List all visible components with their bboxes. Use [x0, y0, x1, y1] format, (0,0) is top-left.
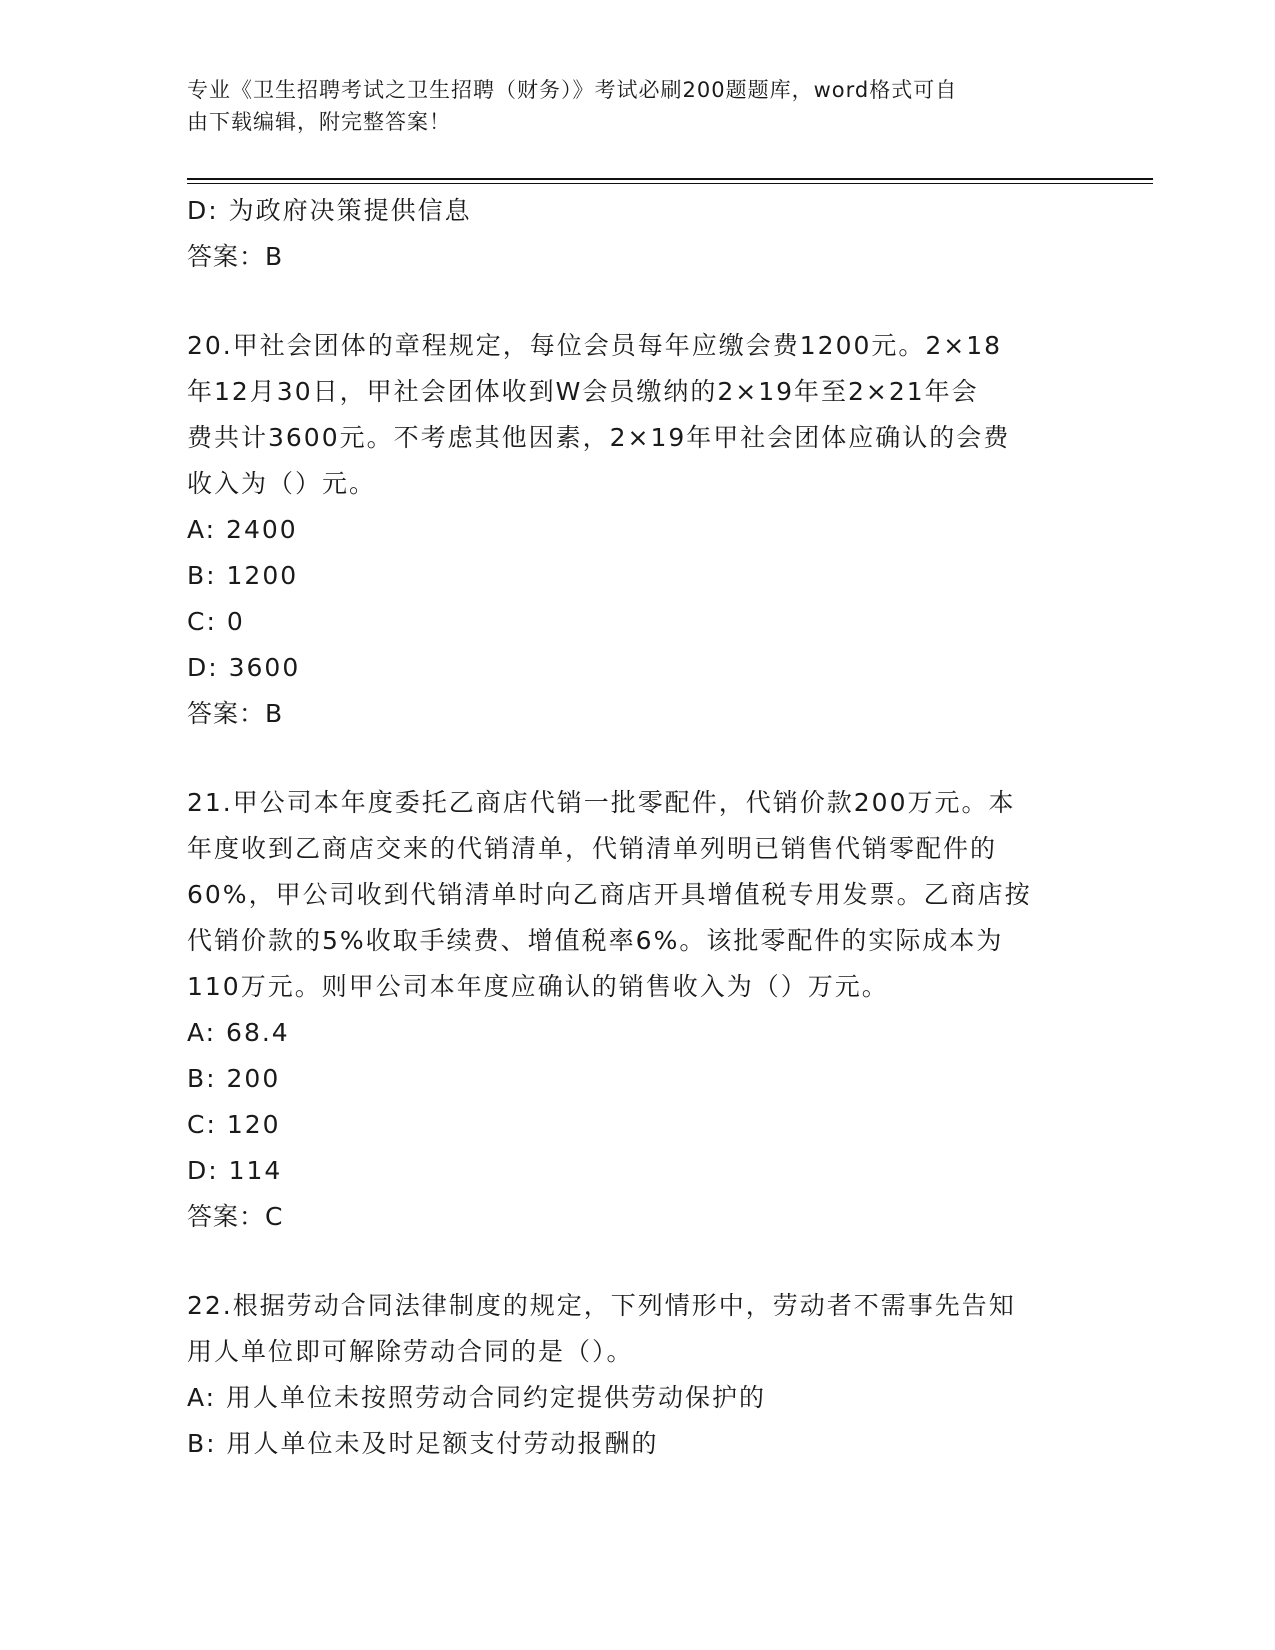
header-line-2: 由下载编辑，附完整答案！	[187, 110, 451, 134]
q21-stem-line-4: 代销价款的5%收取手续费、增值税率6%。该批零配件的实际成本为	[187, 926, 1004, 955]
header-rule-thin	[187, 183, 1153, 184]
q20-answer: 答案：B	[187, 699, 284, 728]
q20-option-d: D: 3600	[187, 653, 301, 682]
q20-stem-line-1: 20.甲社会团体的章程规定，每位会员每年应缴会费1200元。2×18	[187, 331, 1003, 360]
q22-stem-line-1: 22.根据劳动合同法律制度的规定，下列情形中，劳动者不需事先告知	[187, 1291, 1016, 1320]
spacer	[187, 1240, 1087, 1283]
q20-stem-line-3: 费共计3600元。不考虑其他因素，2×19年甲社会团体应确认的会费	[187, 423, 1011, 452]
q20-option-c: C: 0	[187, 607, 245, 636]
q21-stem-line-5: 110万元。则甲公司本年度应确认的销售收入为（）万元。	[187, 972, 889, 1001]
q21-option-a: A: 68.4	[187, 1018, 290, 1047]
q21-stem-line-2: 年度收到乙商店交来的代销清单，代销清单列明已销售代销零配件的	[187, 834, 998, 863]
q21-answer: 答案：C	[187, 1202, 284, 1231]
q22-option-a: A: 用人单位未按照劳动合同约定提供劳动保护的	[187, 1383, 767, 1412]
q21-option-b: B: 200	[187, 1064, 281, 1093]
q21-option-d: D: 114	[187, 1156, 283, 1185]
spacer	[187, 737, 1087, 780]
q21-stem-line-3: 60%，甲公司收到代销清单时向乙商店开具增值税专用发票。乙商店按	[187, 880, 1032, 909]
q21-stem-line-1: 21.甲公司本年度委托乙商店代销一批零配件，代销价款200万元。本	[187, 788, 1016, 817]
q20-option-a: A: 2400	[187, 515, 298, 544]
spacer	[187, 280, 1087, 323]
question-20	[187, 323, 1087, 737]
q22-option-b: B: 用人单位未及时足额支付劳动报酬的	[187, 1429, 659, 1458]
document-header	[187, 74, 1067, 138]
header-rule-thick	[187, 178, 1153, 180]
q20-stem-line-2: 年12月30日，甲社会团体收到W会员缴纳的2×19年至2×21年会	[187, 377, 979, 406]
prev-option-d: D: 为政府决策提供信息	[187, 196, 472, 225]
question-22	[187, 1283, 1087, 1467]
header-line-1: 专业《卫生招聘考试之卫生招聘（财务）》考试必刷200题题库，word格式可自	[187, 78, 958, 102]
question-21	[187, 780, 1087, 1240]
q22-stem-line-2: 用人单位即可解除劳动合同的是（）。	[187, 1337, 634, 1366]
q21-option-c: C: 120	[187, 1110, 281, 1139]
q20-stem-line-4: 收入为（）元。	[187, 469, 377, 498]
q20-option-b: B: 1200	[187, 561, 299, 590]
question-content	[187, 188, 1087, 1467]
prev-answer: 答案：B	[187, 242, 284, 271]
